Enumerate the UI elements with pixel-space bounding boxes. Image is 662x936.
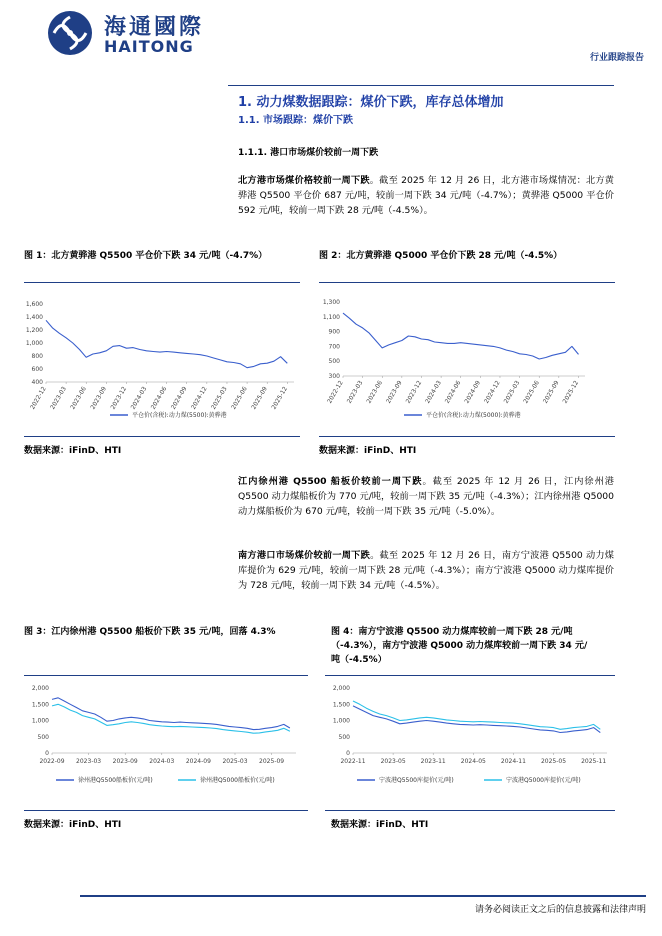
y-tick-label: 900: [328, 328, 340, 336]
y-tick-label: 1,000: [31, 717, 49, 725]
y-tick-label: 0: [45, 750, 49, 757]
y-tick-label: 500: [37, 733, 49, 741]
x-tick-label: 2025-11: [581, 758, 607, 765]
x-tick-label: 2025-09: [259, 758, 285, 765]
x-tick-label: 2025-09: [541, 379, 561, 405]
y-tick-label: 0: [346, 750, 350, 757]
legend-label: 徐州港Q5000船板价(元/吨): [200, 777, 275, 784]
y-tick-label: 500: [328, 358, 340, 366]
figure-3-title: 图 3：江内徐州港 Q5500 船板价下跌 35 元/吨，回落 4.3%: [24, 627, 276, 637]
figure-4-chart: [325, 680, 615, 795]
x-tick-label: 2023-06: [365, 379, 384, 405]
x-tick-label: 2025-03: [210, 385, 229, 411]
figure-4-bottom-rule: [325, 810, 615, 811]
paragraph-south-port-lead: 南方港口市场煤价较前一周下跌: [238, 550, 371, 561]
series-line: [52, 704, 290, 733]
x-tick-label: 2022-09: [39, 758, 65, 765]
x-tick-label: 2024-12: [483, 379, 502, 405]
y-tick-label: 1,300: [322, 299, 340, 306]
x-tick-label: 2023-03: [345, 379, 365, 405]
figure-2-source: 数据来源：iFinD、HTI: [319, 446, 417, 456]
x-tick-label: 2024-11: [500, 758, 526, 765]
x-tick-label: 2024-03: [424, 379, 443, 405]
x-tick-label: 2025-06: [230, 385, 249, 411]
x-tick-label: 2023-09: [384, 379, 404, 405]
x-tick-label: 2024-09: [463, 379, 483, 405]
x-tick-label: 2025-09: [250, 385, 269, 411]
section-heading-1-1: 1.1. 市场跟踪：煤价下跌: [238, 115, 353, 126]
logo-text-cn: 海通國際: [104, 15, 205, 40]
x-tick-label: 2024-06: [149, 385, 169, 411]
report-type: 行业跟踪报告: [589, 53, 644, 63]
x-tick-label: 2025-03: [502, 379, 522, 405]
paragraph-south-port-body: 。截至 2025 年 12 月 26 日，南方宁波港 Q5500 动力煤库提价为 629 元/吨，较前一周下跌 28 元/吨（-4.3%）；南方宁波港 Q5000 动力煤库提价为 728 元/吨，较前一周下跌 34 元/吨（-4.5%）。: [238, 550, 614, 591]
x-tick-label: 2023-09: [89, 385, 109, 411]
paragraph-south-port: [238, 548, 614, 593]
y-tick-label: 800: [31, 353, 43, 360]
figure-1-source: 数据来源：iFinD、HTI: [24, 446, 122, 456]
paragraph-xuzhou-port-lead: 江内徐州港 Q5500 船板价较前一周下跌: [238, 476, 423, 487]
x-tick-label: 2023-03: [76, 758, 102, 765]
y-tick-label: 500: [338, 733, 350, 741]
legend-label: 宁波港Q5500库提价(元/吨): [379, 777, 454, 784]
x-tick-label: 2023-11: [420, 758, 446, 765]
section-heading-1: 1. 动力煤数据跟踪：煤价下跌，库存总体增加: [238, 95, 504, 110]
y-tick-label: 1,500: [332, 701, 350, 709]
x-tick-label: 2025-05: [540, 758, 567, 765]
paragraph-north-port: [238, 173, 614, 218]
figure-2-title: 图 2：北方黄骅港 Q5000 平仓价下跌 28 元/吨（-4.5%）: [319, 251, 563, 261]
figure-4-rule: [325, 675, 615, 676]
figure-1-title: 图 1：北方黄骅港 Q5500 平仓价下跌 34 元/吨（-4.7%）: [24, 251, 268, 261]
x-tick-label: 2025-06: [522, 379, 541, 405]
y-tick-label: 1,600: [25, 301, 43, 308]
x-tick-label: 2025-12: [561, 379, 581, 405]
series-line: [343, 313, 579, 359]
figure-2-chart: [319, 290, 615, 430]
paragraph-xuzhou-port: [238, 474, 614, 519]
legend-label: 平仓价(含税):动力煤(5500):黄骅港: [132, 412, 227, 419]
x-tick-label: 2023-12: [404, 379, 424, 405]
y-tick-label: 1,500: [31, 701, 49, 709]
legend-label: 宁波港Q5000库提价(元/吨): [506, 777, 581, 784]
x-tick-label: 2024-03: [129, 385, 149, 411]
y-tick-label: 1,000: [25, 340, 43, 347]
y-tick-label: 400: [31, 379, 43, 386]
x-tick-label: 2024-03: [149, 758, 175, 765]
x-tick-label: 2023-05: [380, 758, 406, 765]
legend-label: 徐州港Q5500船板价(元/吨): [78, 777, 153, 784]
figure-1-rule: [24, 282, 300, 283]
footer-disclaimer: 请务必阅读正文之后的信息披露和法律声明: [474, 905, 646, 915]
y-tick-label: 700: [328, 343, 340, 351]
haitong-logo: [44, 8, 100, 58]
x-tick-label: 2022-12: [326, 379, 345, 405]
paragraph-north-port-body: 。截至 2025 年 12 月 26 日，北方港市场煤情况：北方黄骅港 Q5500 平仓价 687 元/吨，较前一周下跌 34 元/吨（-4.7%）；黄骅港 Q5000 平仓价 592 元/吨，较前一周下跌 28 元/吨（-4.5%）。: [238, 175, 614, 216]
x-tick-label: 2024-05: [460, 758, 486, 765]
x-tick-label: 2023-03: [49, 385, 68, 411]
legend-label: 平仓价(含税):动力煤(5000):黄骅港: [426, 412, 521, 419]
figure-2-bottom-rule: [319, 436, 615, 437]
figure-4-title: 图 4：南方宁波港 Q5500 动力煤库较前一周下跌 28 元/吨（-4.3%），南方宁波港 Q5000 动力煤库较前一周下跌 34 元/吨（-4.5%）: [331, 627, 588, 665]
figure-3-source: 数据来源：iFinD、HTI: [24, 820, 122, 830]
x-tick-label: 2022-11: [340, 758, 366, 765]
y-tick-label: 1,100: [322, 313, 340, 321]
x-tick-label: 2024-09: [169, 385, 189, 411]
figure-2-rule: [319, 282, 615, 283]
y-tick-label: 2,000: [332, 685, 350, 692]
y-tick-label: 1,400: [25, 314, 43, 321]
y-tick-label: 300: [328, 373, 340, 380]
figure-1-chart: [24, 290, 300, 430]
figure-4-source: 数据来源：iFinD、HTI: [331, 820, 429, 830]
x-tick-label: 2024-06: [443, 379, 463, 405]
y-tick-label: 2,000: [31, 685, 49, 692]
x-tick-label: 2023-09: [112, 758, 138, 765]
figure-3-bottom-rule: [24, 810, 308, 811]
x-tick-label: 2024-09: [185, 758, 211, 765]
y-tick-label: 600: [31, 366, 43, 373]
x-tick-label: 2023-06: [69, 385, 88, 411]
logo-text-en: HAITONG: [104, 37, 194, 56]
figure-3-rule: [24, 675, 308, 676]
header-rule: [228, 85, 614, 86]
series-line: [52, 698, 290, 730]
x-tick-label: 2023-12: [109, 385, 129, 411]
x-tick-label: 2025-12: [270, 385, 290, 411]
x-tick-label: 2024-12: [189, 385, 209, 411]
section-heading-1-1-1: 1.1.1. 港口市场煤价较前一周下跌: [238, 148, 379, 158]
figure-1-bottom-rule: [24, 436, 300, 437]
x-tick-label: 2025-03: [222, 758, 248, 765]
series-line: [46, 320, 287, 367]
paragraph-north-port-lead: 北方港市场煤价格较前一周下跌: [238, 175, 370, 186]
footer-rule: [80, 895, 646, 897]
x-tick-label: 2022-12: [29, 385, 48, 411]
y-tick-label: 1,000: [332, 717, 350, 725]
y-tick-label: 1,200: [25, 327, 43, 334]
figure-3-chart: [24, 680, 308, 795]
paragraph-xuzhou-port-body: 。截至 2025 年 12 月 26 日，江内徐州港 Q5500 动力煤船板价为 770 元/吨，较前一周下跌 35 元/吨（-4.3%）；江内徐州港 Q5000 动力煤船板价为 670 元/吨，较前一周下跌 35 元/吨（-5.0%）。: [238, 476, 614, 517]
